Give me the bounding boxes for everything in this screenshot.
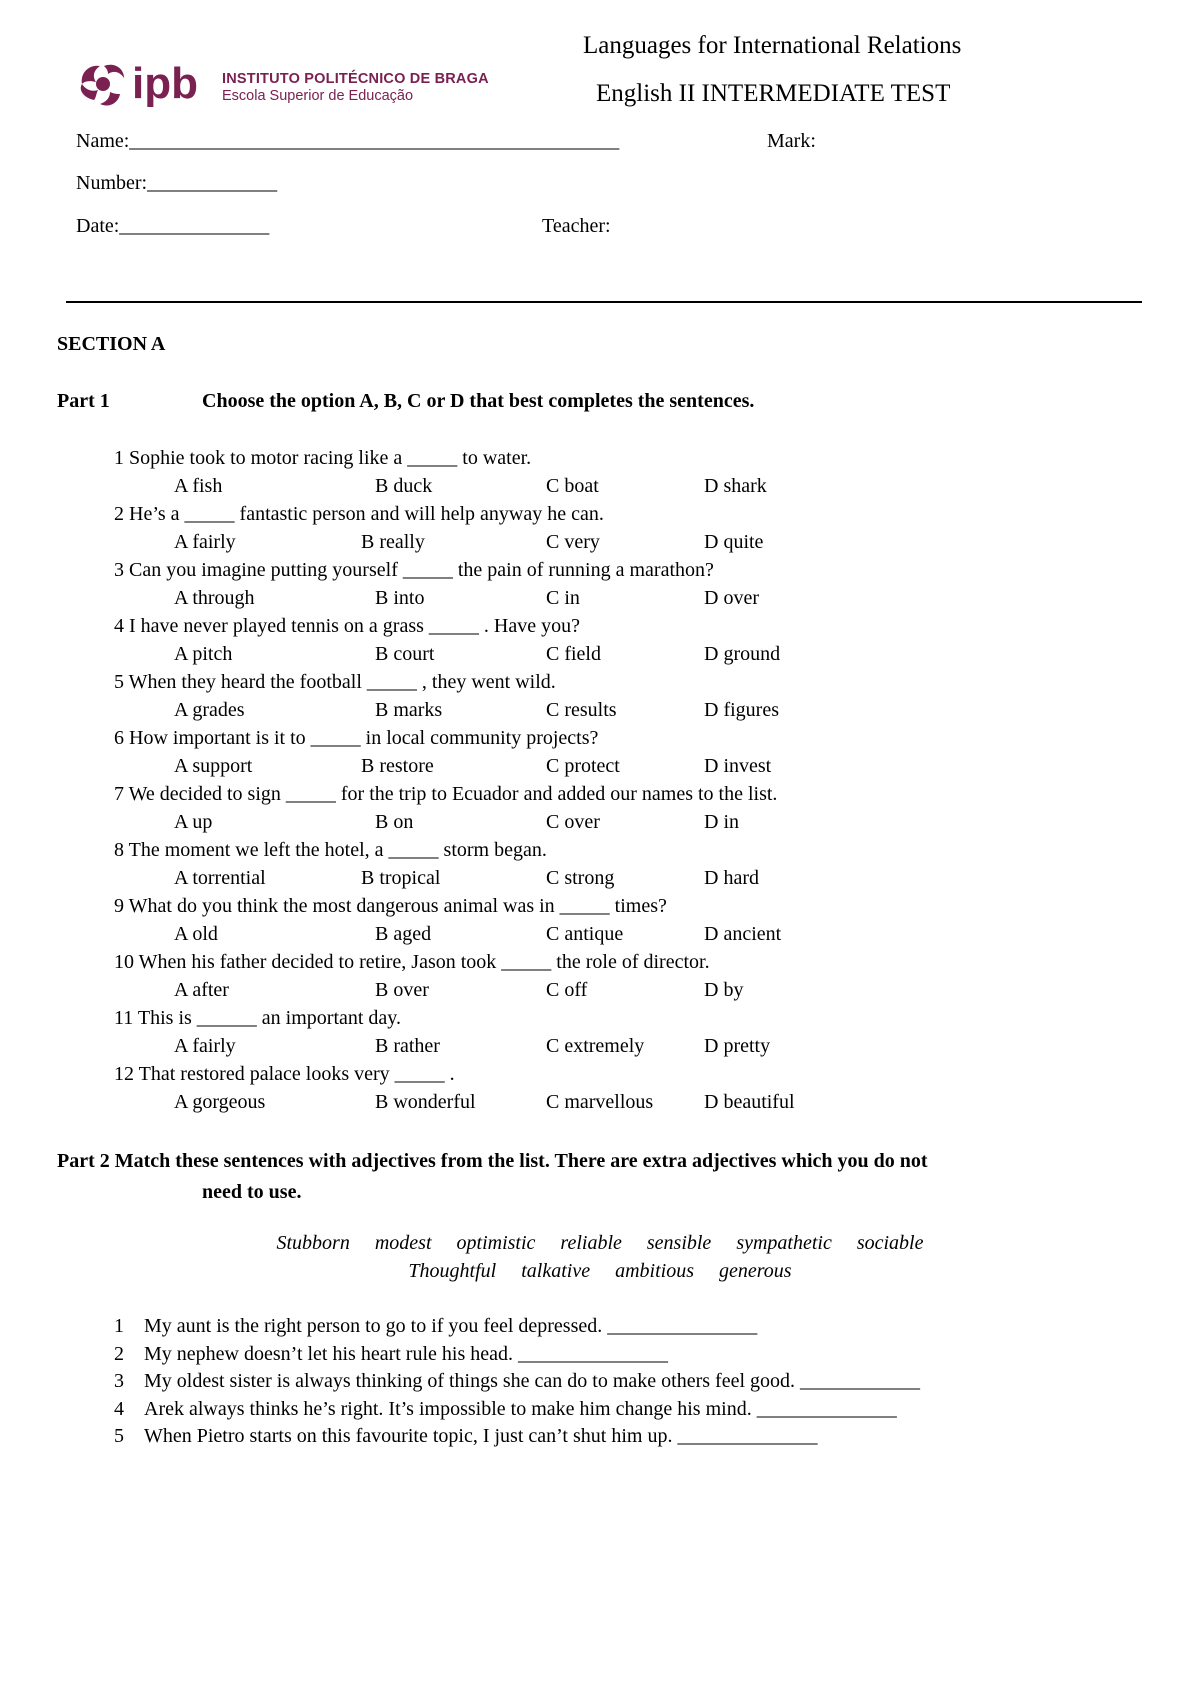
question-8	[114, 838, 1114, 894]
option-a[interactable]: A torrential	[174, 867, 266, 889]
option-a[interactable]: A fairly	[174, 531, 236, 553]
option-b[interactable]: B over	[375, 979, 429, 1001]
item-text[interactable]: When Pietro starts on this favourite topic, I just can’t shut him up. ______________	[144, 1425, 818, 1447]
adjective: sensible	[646, 1232, 712, 1254]
option-d[interactable]: D ground	[704, 643, 781, 665]
item-number: 5	[114, 1425, 124, 1447]
option-c[interactable]: C results	[546, 699, 617, 721]
item-text[interactable]: My oldest sister is always thinking of things she can do to make others feel good. ____________	[144, 1370, 921, 1392]
option-c[interactable]: C over	[546, 811, 600, 833]
adjective: optimistic	[456, 1232, 536, 1254]
option-d[interactable]: D pretty	[704, 1035, 771, 1057]
option-c[interactable]: C in	[546, 587, 580, 609]
adjective-row-1	[0, 1229, 1200, 1257]
option-b[interactable]: B really	[361, 531, 425, 553]
option-c[interactable]: C off	[546, 979, 588, 1001]
part2-instruction-line1: Part 2 Match these sentences with adjectives from the list. There are extra adjectives which you do not	[57, 1150, 928, 1172]
question-6	[114, 726, 1114, 782]
question-12	[114, 1062, 1114, 1118]
question-stem: 3 Can you imagine putting yourself _____ the pain of running a marathon?	[114, 559, 714, 581]
adjective: modest	[374, 1232, 432, 1254]
option-c[interactable]: C protect	[546, 755, 620, 777]
option-b[interactable]: B duck	[375, 475, 433, 497]
option-a[interactable]: A through	[174, 587, 255, 609]
question-stem: 9 What do you think the most dangerous animal was in _____ times?	[114, 895, 667, 917]
option-a[interactable]: A pitch	[174, 643, 233, 665]
adjective: ambitious	[615, 1260, 694, 1282]
question-11	[114, 1006, 1114, 1062]
option-a[interactable]: A up	[174, 811, 213, 833]
option-d[interactable]: D hard	[704, 867, 759, 889]
option-c[interactable]: C marvellous	[546, 1091, 654, 1113]
option-b[interactable]: B aged	[375, 923, 432, 945]
option-a[interactable]: A after	[174, 979, 229, 1001]
question-stem: 12 That restored palace looks very _____ .	[114, 1063, 455, 1085]
question-7	[114, 782, 1114, 838]
header-divider	[66, 301, 1142, 303]
option-a[interactable]: A fairly	[174, 1035, 236, 1057]
option-c[interactable]: C boat	[546, 475, 599, 497]
option-a[interactable]: A grades	[174, 699, 245, 721]
item-number: 4	[114, 1397, 124, 1420]
option-d[interactable]: D ancient	[704, 923, 782, 945]
question-1	[114, 446, 1114, 502]
option-b[interactable]: B into	[375, 587, 425, 609]
adjective: sociable	[856, 1232, 924, 1254]
question-3	[114, 558, 1114, 614]
number-field[interactable]: Number:_____________	[76, 172, 278, 194]
question-list	[114, 446, 1114, 1118]
item-text[interactable]: My aunt is the right person to go to if you feel depressed. _______________	[144, 1315, 758, 1337]
svg-text:ipb: ipb	[132, 59, 198, 108]
question-10	[114, 950, 1114, 1006]
option-d[interactable]: D by	[704, 979, 744, 1001]
mark-field: Mark:	[767, 130, 816, 152]
question-stem: 10 When his father decided to retire, Jason took _____ the role of director.	[114, 951, 710, 973]
question-stem: 8 The moment we left the hotel, a _____ storm began.	[114, 839, 547, 861]
part2-instruction-line2: need to use.	[202, 1181, 302, 1203]
option-c[interactable]: C antique	[546, 923, 624, 945]
question-9	[114, 894, 1114, 950]
option-c[interactable]: C very	[546, 531, 600, 553]
adjective-row-2	[0, 1257, 1200, 1285]
date-field[interactable]: Date:_______________	[76, 215, 270, 237]
item-number: 3	[114, 1370, 124, 1392]
adjective-list	[0, 1229, 1200, 1285]
adjective: Stubborn	[276, 1232, 350, 1254]
institution-name: INSTITUTO POLITÉCNICO DE BRAGA	[222, 71, 489, 87]
question-stem: 4 I have never played tennis on a grass _____ . Have you?	[114, 615, 580, 637]
option-a[interactable]: A support	[174, 755, 253, 777]
name-field[interactable]: Name:_________________________________________________	[76, 130, 620, 152]
adjective: sympathetic	[736, 1232, 832, 1254]
adjective: talkative	[521, 1260, 591, 1282]
question-stem: 1 Sophie took to motor racing like a _____ to water.	[114, 447, 532, 469]
option-a[interactable]: A gorgeous	[174, 1091, 266, 1113]
option-b[interactable]: B on	[375, 811, 414, 833]
question-stem: 5 When they heard the football _____ , they went wild.	[114, 671, 556, 693]
option-d[interactable]: D in	[704, 811, 739, 833]
option-d[interactable]: D invest	[704, 755, 772, 777]
adjective: Thoughtful	[408, 1260, 497, 1282]
school-name: Escola Superior de Educação	[222, 88, 414, 104]
option-d[interactable]: D quite	[704, 531, 764, 553]
option-b[interactable]: B marks	[375, 699, 443, 721]
option-d[interactable]: D over	[704, 587, 759, 609]
item-text[interactable]: Arek always thinks he’s right. It’s impossible to make him change his mind. ______________	[144, 1397, 897, 1420]
question-stem: 11 This is ______ an important day.	[114, 1007, 402, 1029]
question-4	[114, 614, 1114, 670]
ipb-logo	[74, 54, 489, 126]
option-b[interactable]: B tropical	[361, 867, 441, 889]
part1-label: Part 1	[57, 390, 110, 412]
question-5	[114, 670, 1114, 726]
option-d[interactable]: D beautiful	[704, 1091, 795, 1113]
course-title: Languages for International Relations	[583, 32, 962, 59]
question-2	[114, 502, 1114, 558]
part1-instruction: Choose the option A, B, C or D that best completes the sentences.	[202, 390, 755, 412]
question-stem: 6 How important is it to _____ in local community projects?	[114, 727, 599, 749]
test-title: English II INTERMEDIATE TEST	[596, 80, 951, 107]
question-stem: 7 We decided to sign _____ for the trip to Ecuador and added our names to the list.	[114, 783, 778, 805]
teacher-field: Teacher:	[542, 215, 611, 237]
ipb-emblem-icon	[74, 54, 219, 116]
option-c[interactable]: C strong	[546, 867, 615, 889]
option-b[interactable]: B wonderful	[375, 1091, 476, 1113]
option-c[interactable]: C field	[546, 643, 601, 665]
question-stem: 2 He’s a _____ fantastic person and will help anyway he can.	[114, 503, 604, 525]
option-a[interactable]: A old	[174, 923, 218, 945]
item-number: 2	[114, 1342, 124, 1365]
option-b[interactable]: B rather	[375, 1035, 440, 1057]
adjective: generous	[718, 1260, 792, 1282]
option-b[interactable]: B court	[375, 643, 435, 665]
option-c[interactable]: C extremely	[546, 1035, 645, 1057]
option-b[interactable]: B restore	[361, 755, 434, 777]
section-title: SECTION A	[57, 333, 166, 355]
option-d[interactable]: D figures	[704, 699, 779, 721]
option-d[interactable]: D shark	[704, 475, 767, 497]
option-a[interactable]: A fish	[174, 475, 223, 497]
adjective: reliable	[560, 1232, 622, 1254]
part2-instruction	[57, 1146, 1137, 1208]
item-text[interactable]: My nephew doesn’t let his heart rule his head. _______________	[144, 1342, 668, 1365]
item-number: 1	[114, 1315, 124, 1337]
